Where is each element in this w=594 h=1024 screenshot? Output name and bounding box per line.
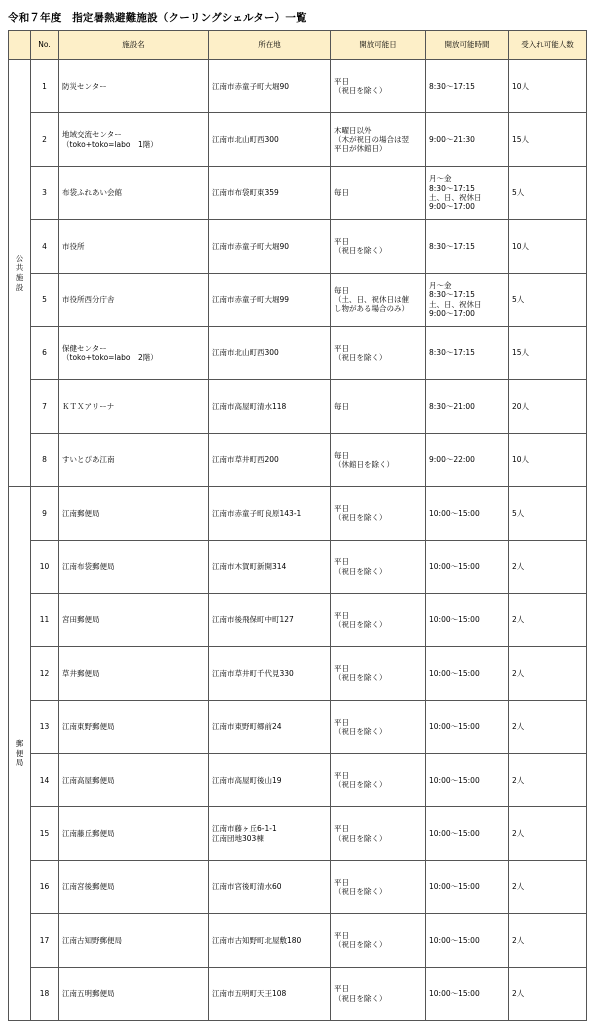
group-label: 公共施設: [15, 253, 24, 292]
row-no-text: 3: [42, 188, 47, 198]
open-days-text: 木曜日以外 （木が祝日の場合は翌 平日が休館日）: [334, 125, 409, 154]
open-days-cell: [331, 380, 426, 433]
facility-name-cell: [59, 914, 209, 967]
group-cell: [9, 487, 31, 1021]
table-row: [9, 540, 587, 593]
row-no-cell: [31, 273, 59, 326]
capacity-text: 10人: [512, 81, 530, 91]
address-cell: [209, 60, 331, 113]
row-no-text: 18: [39, 989, 50, 999]
address-text: 江南市草井町千代見330: [212, 668, 294, 678]
open-hours-cell: [426, 273, 509, 326]
open-days-cell: [331, 700, 426, 753]
open-days-text: 平日 （祝日を除く）: [334, 717, 387, 736]
capacity-cell: [509, 593, 587, 646]
facility-name-text: 防災センター: [62, 81, 107, 91]
facility-name-cell: [59, 807, 209, 860]
open-days-text: 平日 （祝日を除く）: [334, 76, 387, 96]
header-open-hours: 開放可能時間: [426, 31, 509, 60]
row-no-cell: [31, 700, 59, 753]
open-days-text: 毎日 （休館日を除く）: [334, 450, 394, 469]
address-cell: [209, 273, 331, 326]
open-hours-cell: [426, 700, 509, 753]
open-days-text: 平日 （祝日を除く）: [334, 931, 387, 950]
open-days-cell: [331, 220, 426, 273]
address-text: 江南市赤童子町大堀90: [212, 81, 290, 91]
header-facility-name: 施設名: [59, 31, 209, 60]
facility-name-text: 宮田郵便局: [62, 615, 100, 625]
table-row: [9, 593, 587, 646]
facility-name-cell: [59, 166, 209, 219]
row-no-cell: [31, 754, 59, 807]
open-hours-text: 9:00～22:00: [429, 455, 475, 465]
address-text: 江南市高屋町後山19: [212, 775, 282, 785]
capacity-text: 2人: [512, 935, 525, 945]
open-hours-text: 10:00～15:00: [429, 562, 480, 572]
table-row: [9, 380, 587, 433]
open-hours-cell: [426, 807, 509, 860]
open-days-text: 平日 （祝日を除く）: [334, 824, 387, 843]
capacity-cell: [509, 860, 587, 913]
open-days-cell: [331, 754, 426, 807]
address-cell: [209, 967, 331, 1020]
row-no-cell: [31, 113, 59, 166]
capacity-text: 2人: [512, 775, 525, 785]
address-cell: [209, 166, 331, 219]
group-cell: [9, 60, 31, 487]
capacity-text: 2人: [512, 615, 525, 625]
open-hours-cell: [426, 60, 509, 113]
capacity-text: 5人: [512, 508, 525, 518]
table-row: [9, 914, 587, 967]
table-row: [9, 113, 587, 166]
capacity-cell: [509, 433, 587, 486]
address-cell: [209, 914, 331, 967]
open-days-cell: [331, 647, 426, 700]
capacity-cell: [509, 700, 587, 753]
facility-name-text: 市役所: [62, 241, 85, 251]
capacity-cell: [509, 273, 587, 326]
table-row: [9, 273, 587, 326]
address-text: 江南市北山町西300: [212, 348, 279, 358]
row-no-text: 4: [42, 241, 47, 251]
row-no-cell: [31, 807, 59, 860]
header-open-days: 開放可能日: [331, 31, 426, 60]
row-no-cell: [31, 914, 59, 967]
open-days-cell: [331, 60, 426, 113]
address-text: 江南市赤童子町良原143-1: [212, 508, 302, 518]
table-row: [9, 60, 587, 113]
capacity-cell: [509, 326, 587, 379]
table-row: [9, 220, 587, 273]
open-days-text: 平日 （祝日を除く）: [334, 610, 387, 630]
facility-name-cell: [59, 220, 209, 273]
row-no-text: 10: [39, 562, 50, 572]
capacity-cell: [509, 807, 587, 860]
capacity-text: 15人: [512, 348, 530, 358]
open-hours-cell: [426, 220, 509, 273]
facility-name-cell: [59, 540, 209, 593]
row-no-text: 8: [42, 455, 47, 465]
row-no-cell: [31, 220, 59, 273]
facility-name-cell: [59, 860, 209, 913]
capacity-cell: [509, 166, 587, 219]
row-no-text: 12: [39, 668, 50, 678]
facility-name-cell: [59, 487, 209, 540]
facility-name-text: 江南藤丘郵便局: [62, 828, 115, 838]
table-row: [9, 433, 587, 486]
facility-name-text: ＫＴＸアリーナ: [62, 401, 115, 411]
open-hours-cell: [426, 540, 509, 593]
open-hours-cell: [426, 754, 509, 807]
facility-name-text: 地域交流センター （toko+toko=labo 1階）: [62, 130, 158, 149]
table-row: [9, 860, 587, 913]
capacity-cell: [509, 914, 587, 967]
open-days-text: 平日 （祝日を除く）: [334, 664, 387, 683]
row-no-cell: [31, 60, 59, 113]
open-days-cell: [331, 113, 426, 166]
row-no-text: 9: [42, 508, 47, 518]
row-no-text: 6: [42, 348, 47, 358]
capacity-text: 2人: [512, 989, 525, 999]
table-row: [9, 807, 587, 860]
header-address: 所在地: [209, 31, 331, 60]
open-hours-text: 8:30～17:15: [429, 81, 475, 91]
open-hours-cell: [426, 113, 509, 166]
address-text: 江南市木賀町新開314: [212, 562, 287, 572]
capacity-text: 15人: [512, 134, 530, 144]
address-text: 江南市古知野町北屋敷180: [212, 935, 302, 945]
open-days-cell: [331, 967, 426, 1020]
capacity-text: 5人: [512, 295, 525, 305]
open-hours-text: 10:00～15:00: [429, 508, 480, 518]
open-days-text: 平日 （祝日を除く）: [334, 877, 387, 897]
capacity-cell: [509, 220, 587, 273]
facility-name-cell: [59, 380, 209, 433]
header-capacity: 受入れ可能人数: [509, 31, 587, 60]
header-group: [9, 31, 31, 60]
open-hours-text: 10:00～15:00: [429, 615, 480, 625]
capacity-text: 2人: [512, 882, 525, 892]
row-no-text: 17: [39, 935, 50, 945]
row-no-text: 7: [42, 401, 47, 411]
open-days-text: 平日 （祝日を除く）: [334, 770, 387, 790]
open-days-cell: [331, 487, 426, 540]
row-no-cell: [31, 647, 59, 700]
table-row: [9, 700, 587, 753]
open-hours-text: 9:00～21:30: [429, 134, 475, 144]
facility-name-cell: [59, 593, 209, 646]
capacity-cell: [509, 487, 587, 540]
facility-name-text: 江南高屋郵便局: [62, 775, 115, 785]
open-days-text: 毎日: [334, 188, 349, 198]
facility-name-text: 保健センター （toko+toko=labo 2階）: [62, 343, 158, 363]
address-cell: [209, 433, 331, 486]
open-hours-cell: [426, 914, 509, 967]
address-text: 江南市草井町西200: [212, 455, 279, 465]
row-no-cell: [31, 380, 59, 433]
open-days-text: 平日 （祝日を除く）: [334, 557, 387, 576]
facility-name-text: 江南宮後郵便局: [62, 882, 115, 892]
address-text: 江南市後飛保町中町127: [212, 615, 294, 625]
open-days-cell: [331, 433, 426, 486]
facility-name-text: 江南古知野郵便局: [62, 935, 122, 945]
open-days-cell: [331, 593, 426, 646]
row-no-cell: [31, 433, 59, 486]
address-cell: [209, 807, 331, 860]
open-days-cell: [331, 807, 426, 860]
open-hours-text: 10:00～15:00: [429, 882, 480, 892]
open-days-text: 毎日 （土、日、祝休日は催 し物がある場合のみ）: [334, 285, 409, 314]
facility-name-cell: [59, 700, 209, 753]
open-hours-text: 月～金 8:30～17:15 土、日、祝休日 9:00～17:00: [429, 281, 482, 319]
row-no-cell: [31, 540, 59, 593]
table-body: [9, 60, 587, 1021]
facility-name-cell: [59, 326, 209, 379]
capacity-text: 20人: [512, 401, 530, 411]
facility-name-cell: [59, 967, 209, 1020]
facility-name-cell: [59, 647, 209, 700]
open-hours-cell: [426, 433, 509, 486]
capacity-cell: [509, 647, 587, 700]
address-cell: [209, 754, 331, 807]
capacity-text: 2人: [512, 722, 525, 732]
open-days-cell: [331, 273, 426, 326]
capacity-text: 10人: [512, 241, 530, 251]
open-days-text: 毎日: [334, 401, 349, 411]
address-text: 江南市高屋町清水118: [212, 401, 287, 411]
open-hours-text: 10:00～15:00: [429, 935, 480, 945]
open-days-cell: [331, 860, 426, 913]
open-hours-cell: [426, 967, 509, 1020]
row-no-text: 11: [39, 615, 50, 625]
capacity-text: 2人: [512, 668, 525, 678]
row-no-text: 14: [39, 775, 50, 785]
table-header-row: [9, 31, 587, 60]
table-row: [9, 647, 587, 700]
address-cell: [209, 220, 331, 273]
open-days-cell: [331, 914, 426, 967]
facility-name-text: 市役所西分庁舎: [62, 295, 115, 305]
open-hours-text: 10:00～15:00: [429, 668, 480, 678]
address-cell: [209, 487, 331, 540]
open-hours-cell: [426, 593, 509, 646]
open-days-text: 平日 （祝日を除く）: [334, 503, 387, 523]
open-hours-cell: [426, 380, 509, 433]
open-hours-text: 8:30～17:15: [429, 241, 475, 251]
open-hours-cell: [426, 647, 509, 700]
capacity-text: 10人: [512, 455, 530, 465]
table-row: [9, 967, 587, 1020]
table-row: [9, 166, 587, 219]
address-text: 江南市赤童子町大堀90: [212, 241, 290, 251]
row-no-cell: [31, 487, 59, 540]
row-no-text: 15: [39, 828, 50, 838]
open-hours-cell: [426, 487, 509, 540]
open-hours-cell: [426, 860, 509, 913]
open-days-cell: [331, 326, 426, 379]
document-title: 令和７年度 指定暑熱避難施設（クーリングシェルター）一覧: [8, 12, 307, 24]
facility-name-cell: [59, 113, 209, 166]
row-no-cell: [31, 166, 59, 219]
capacity-cell: [509, 754, 587, 807]
open-hours-text: 10:00～15:00: [429, 989, 480, 999]
address-cell: [209, 700, 331, 753]
group-label: 郵便局: [15, 738, 24, 768]
facility-name-cell: [59, 273, 209, 326]
facility-name-cell: [59, 754, 209, 807]
capacity-text: 2人: [512, 828, 525, 838]
capacity-cell: [509, 967, 587, 1020]
address-cell: [209, 540, 331, 593]
open-hours-text: 月～金 8:30～17:15 土、日、祝休日 9:00～17:00: [429, 174, 482, 212]
open-days-text: 平日 （祝日を除く）: [334, 236, 387, 256]
address-cell: [209, 860, 331, 913]
open-days-cell: [331, 540, 426, 593]
row-no-cell: [31, 860, 59, 913]
capacity-cell: [509, 60, 587, 113]
facility-name-text: 草井郵便局: [62, 668, 100, 678]
address-cell: [209, 380, 331, 433]
address-text: 江南市五明町天王108: [212, 989, 287, 999]
row-no-cell: [31, 326, 59, 379]
row-no-text: 5: [42, 295, 47, 305]
open-hours-text: 8:30～21:00: [429, 401, 475, 411]
open-days-text: 平日 （祝日を除く）: [334, 984, 387, 1003]
facility-name-text: 江南東野郵便局: [62, 722, 115, 732]
table-row: [9, 326, 587, 379]
open-hours-text: 10:00～15:00: [429, 722, 480, 732]
cooling-shelter-table: [8, 30, 587, 1021]
row-no-text: 1: [42, 81, 47, 91]
open-hours-text: 8:30～17:15: [429, 348, 475, 358]
row-no-text: 13: [39, 722, 50, 732]
facility-name-text: 江南布袋郵便局: [62, 562, 115, 572]
capacity-text: 5人: [512, 188, 525, 198]
open-hours-cell: [426, 166, 509, 219]
capacity-cell: [509, 380, 587, 433]
address-text: 江南市赤童子町大堀99: [212, 295, 290, 305]
row-no-cell: [31, 967, 59, 1020]
address-text: 江南市宮後町清水60: [212, 882, 282, 892]
open-days-text: 平日 （祝日を除く）: [334, 343, 387, 363]
table-row: [9, 487, 587, 540]
facility-name-text: すいとぴあ江南: [62, 455, 115, 465]
capacity-text: 2人: [512, 562, 525, 572]
capacity-cell: [509, 113, 587, 166]
address-text: 江南市布袋町東359: [212, 188, 279, 198]
address-cell: [209, 326, 331, 379]
row-no-text: 16: [39, 882, 50, 892]
open-hours-cell: [426, 326, 509, 379]
facility-name-text: 布袋ふれあい会館: [62, 188, 122, 198]
address-cell: [209, 647, 331, 700]
address-text: 江南市北山町西300: [212, 134, 279, 144]
facility-name-text: 江南五明郵便局: [62, 989, 115, 999]
open-days-cell: [331, 166, 426, 219]
facility-name-text: 江南郵便局: [62, 508, 100, 518]
header-no: No.: [31, 31, 59, 60]
facility-name-cell: [59, 60, 209, 113]
table-row: [9, 754, 587, 807]
row-no-text: 2: [42, 134, 47, 144]
address-cell: [209, 113, 331, 166]
open-hours-text: 10:00～15:00: [429, 775, 480, 785]
row-no-cell: [31, 593, 59, 646]
facility-name-cell: [59, 433, 209, 486]
address-cell: [209, 593, 331, 646]
address-text: 江南市東野町郷前24: [212, 722, 282, 732]
capacity-cell: [509, 540, 587, 593]
address-text: 江南市藤ヶ丘6-1-1 江南団地303棟: [212, 824, 277, 843]
open-hours-text: 10:00～15:00: [429, 828, 480, 838]
